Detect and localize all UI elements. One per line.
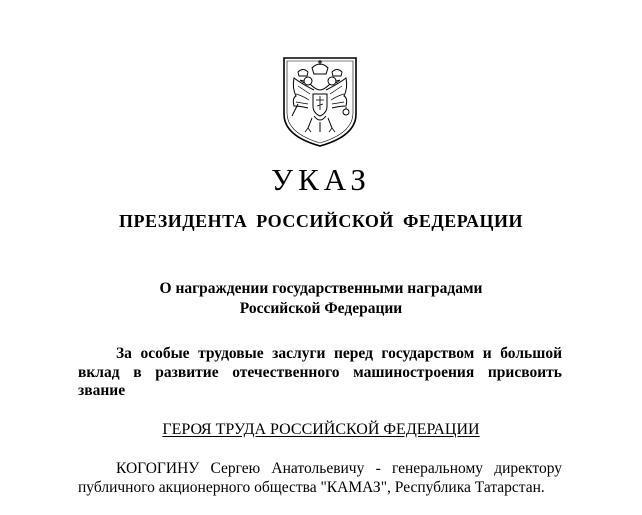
recipient-line: КОГОГИНУ Сергею Анатольевичу - генеральному директору (116, 460, 562, 477)
decree-subject-line: О награждении государственными наградами (159, 280, 483, 297)
preamble-line: вклад в развитие отечественного машиностроения присвоить (78, 363, 562, 381)
decree-subject (0, 279, 642, 319)
preamble-line: звание (78, 382, 126, 399)
preamble-line: За особые трудовые заслуги перед государством и большой (116, 345, 562, 362)
award-title (0, 419, 642, 441)
recipient-line: публичного акционерного общества "КАМАЗ", Республика Татарстан. (78, 478, 545, 496)
decree-title: УКАЗ (271, 162, 371, 197)
award-title-text: ГЕРОЯ ТРУДА РОССИЙСКОЙ ФЕДЕРАЦИИ (162, 421, 480, 438)
preamble-paragraph (78, 345, 562, 401)
decree-subject-line: Российской Федерации (239, 300, 403, 317)
recipient-paragraph (78, 460, 562, 497)
russian-coat-of-arms-icon (278, 56, 362, 148)
decree-subtitle: ПРЕЗИДЕНТА РОССИЙСКОЙ ФЕДЕРАЦИИ (119, 211, 523, 231)
